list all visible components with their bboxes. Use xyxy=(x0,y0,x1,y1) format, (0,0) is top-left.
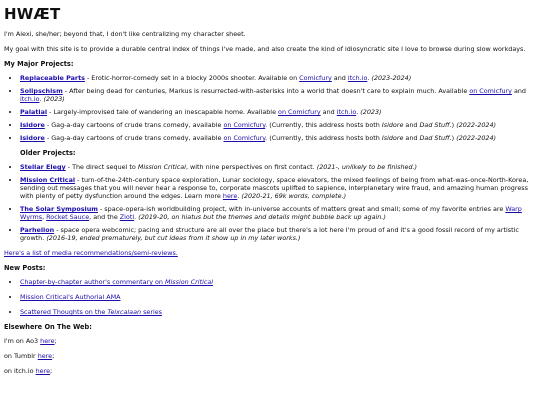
work-name: Isidore xyxy=(381,121,404,129)
major-projects-heading: My Major Projects: xyxy=(4,60,74,68)
work-name: Dad Stuff. xyxy=(419,134,452,142)
project-years: (2023-2024) xyxy=(371,74,412,82)
major-projects-list xyxy=(4,74,536,142)
comicfury-link[interactable]: on Comicfury xyxy=(469,87,512,95)
project-desc: - Largely-improvised tale of wandering an inescapable home. Available xyxy=(47,108,279,116)
itchio-link[interactable]: itch.io xyxy=(336,108,357,116)
punctuation: ) xyxy=(451,134,457,142)
project-years: (2022-2024) xyxy=(456,121,497,129)
elsewhere-heading: Elsewhere On The Web: xyxy=(4,323,92,331)
project-isidore-repeat xyxy=(20,134,536,142)
project-title-link[interactable]: Solipschism xyxy=(20,87,63,95)
project-isidore xyxy=(20,121,536,129)
project-replaceable-parts xyxy=(20,74,536,82)
punctuation: . xyxy=(356,108,361,116)
ziotl-link[interactable]: Ziotl xyxy=(119,213,135,221)
project-years: (2019-20, on hiatus but the themes and details might bubble back up again.) xyxy=(138,213,386,221)
conjunction: and xyxy=(331,74,348,82)
project-palatial xyxy=(20,108,536,116)
project-years: (2020-21, 69k words, complete.) xyxy=(241,192,347,200)
project-mission-critical xyxy=(20,176,536,200)
new-posts-list xyxy=(4,278,536,316)
itchio-link[interactable]: itch.io xyxy=(20,95,40,103)
ao3-line xyxy=(4,337,536,345)
tumblr-label: on Tumblr xyxy=(4,352,38,360)
post-link-text: Scattered Thoughts on the xyxy=(20,308,108,316)
conjunction: and xyxy=(320,108,337,116)
conjunction: and xyxy=(511,87,526,95)
conjunction: , and the xyxy=(89,213,120,221)
punctuation: ) xyxy=(451,121,457,129)
punctuation: . xyxy=(367,74,372,82)
post-ama-link[interactable]: Mission Critical's Authorial AMA xyxy=(20,293,121,301)
comicfury-link[interactable]: on Comicfury xyxy=(223,134,266,142)
older-projects-list xyxy=(4,163,536,242)
project-solipschism xyxy=(20,87,536,103)
comicfury-link[interactable]: Comicfury xyxy=(299,74,332,82)
project-desc: - Erotic-horror-comedy set in a blocky 2000s shooter. Available on xyxy=(84,74,300,82)
project-desc: - turn-of-the-24th-century space exploration, Lunar sociology, space elevators, the mixed feelings of being from what-was-once-North-Korea, sending out messages that you will never hear a response to, corporate mascots uplifted to sapience, interplanetary wire fraud, and amazing human progress with plenty of petty dysfunction around the edges. Learn more xyxy=(20,176,529,200)
comicfury-link[interactable]: on Comicfury xyxy=(278,108,321,116)
work-name: Dad Stuff. xyxy=(419,121,452,129)
project-desc: - space-opera-ish worldbuilding project, with in-universe accounts of matters great and small; some of my favorite entries are xyxy=(97,205,506,213)
post-item xyxy=(20,308,536,316)
itchio-label: on itch.io xyxy=(4,367,36,375)
project-title-link[interactable]: Palatial xyxy=(20,108,48,116)
punctuation: . xyxy=(39,95,44,103)
punctuation: . xyxy=(134,213,139,221)
project-title-link[interactable]: Isidore xyxy=(20,134,45,142)
project-desc: - space opera webcomic; pacing and structure are all over the place but there's a lot here I'm proud of and it's a good fossil record of my artistic growth. xyxy=(20,226,519,242)
project-years: (2023) xyxy=(360,108,382,116)
post-link-title: Teixcalaan xyxy=(107,308,142,316)
punctuation: . xyxy=(237,192,242,200)
post-link-text: series xyxy=(141,308,163,316)
project-years: (2022-2024) xyxy=(456,134,497,142)
post-teixcalaan-link[interactable] xyxy=(20,308,162,316)
page-title: HWÆT xyxy=(4,5,61,23)
project-title-link[interactable]: Mission Critical xyxy=(20,176,76,184)
project-desc: - The direct sequel to xyxy=(65,163,138,171)
media-recommendations-link[interactable]: Here's a list of media recommendations/semi-reviews. xyxy=(4,249,178,257)
tumblr-line xyxy=(4,352,536,360)
project-title-link[interactable]: Stellar Elegy xyxy=(20,163,66,171)
punctuation: ; xyxy=(50,367,53,375)
project-solar-symposium xyxy=(20,205,536,221)
work-name: Mission Critical xyxy=(137,163,186,171)
warp-wyrms-link[interactable]: Warp Wyrms xyxy=(20,205,522,221)
project-title-link[interactable]: Isidore xyxy=(20,121,45,129)
project-desc-mid: . (Currently, this address hosts both xyxy=(265,134,382,142)
post-item xyxy=(20,278,536,286)
work-name: Isidore xyxy=(381,134,404,142)
project-desc: - After being dead for centuries, Markus is resurrected-with-asterisks into a world that doesn't care to explain much. Available xyxy=(62,87,470,95)
itchio-profile-link[interactable]: here xyxy=(35,367,50,375)
project-years: (2021-, unlikely to be finished.) xyxy=(316,163,418,171)
conjunction: and xyxy=(403,134,420,142)
ao3-link[interactable]: here xyxy=(40,337,55,345)
itchio-link[interactable]: itch.io xyxy=(347,74,368,82)
project-title-link[interactable]: The Solar Symposium xyxy=(20,205,98,213)
itchio-line xyxy=(4,367,536,375)
post-commentary-link[interactable] xyxy=(20,278,213,286)
project-desc: - Gag-a-day cartoons of crude trans comedy, available xyxy=(44,134,224,142)
ao3-label: I'm on Ao3 xyxy=(4,337,41,345)
punctuation: ; xyxy=(54,337,57,345)
project-desc-mid: . (Currently, this address hosts both xyxy=(265,121,382,129)
punctuation: , xyxy=(42,213,47,221)
project-title-link[interactable]: Parhelion xyxy=(20,226,55,234)
project-years: (2016-19, ended prematurely, but cut ideas from it show up in my later works.) xyxy=(46,234,301,242)
post-item xyxy=(20,293,536,301)
tumblr-link[interactable]: here xyxy=(37,352,53,360)
rocket-sauce-link[interactable]: Rocket Sauce xyxy=(46,213,90,221)
intro-paragraph: My goal with this site is to provide a durable central index of things I've made, and also create the kind of idiosyncratic site I love to browse during slow workdays. xyxy=(4,45,526,53)
intro-line: I'm Alexi, she/her; beyond that, I don't like centralizing my character sheet. xyxy=(4,30,246,38)
project-years: (2023) xyxy=(43,95,65,103)
comicfury-link[interactable]: on Comicfury xyxy=(223,121,266,129)
project-desc: - Gag-a-day cartoons of crude trans comedy, available xyxy=(44,121,224,129)
conjunction: and xyxy=(403,121,420,129)
post-link-title: Mission Critical xyxy=(165,278,214,286)
project-stellar-elegy xyxy=(20,163,536,171)
punctuation: ; xyxy=(52,352,55,360)
project-parhelion xyxy=(20,226,536,242)
new-posts-heading: New Posts: xyxy=(4,264,46,272)
learn-more-link[interactable]: here xyxy=(222,192,238,200)
project-desc: , with nine perspectives on first contact. xyxy=(185,163,317,171)
post-link-text: Chapter-by-chapter author's commentary on xyxy=(20,278,165,286)
older-projects-heading: Older Projects: xyxy=(20,149,76,157)
project-title-link[interactable]: Replaceable Parts xyxy=(20,74,85,82)
